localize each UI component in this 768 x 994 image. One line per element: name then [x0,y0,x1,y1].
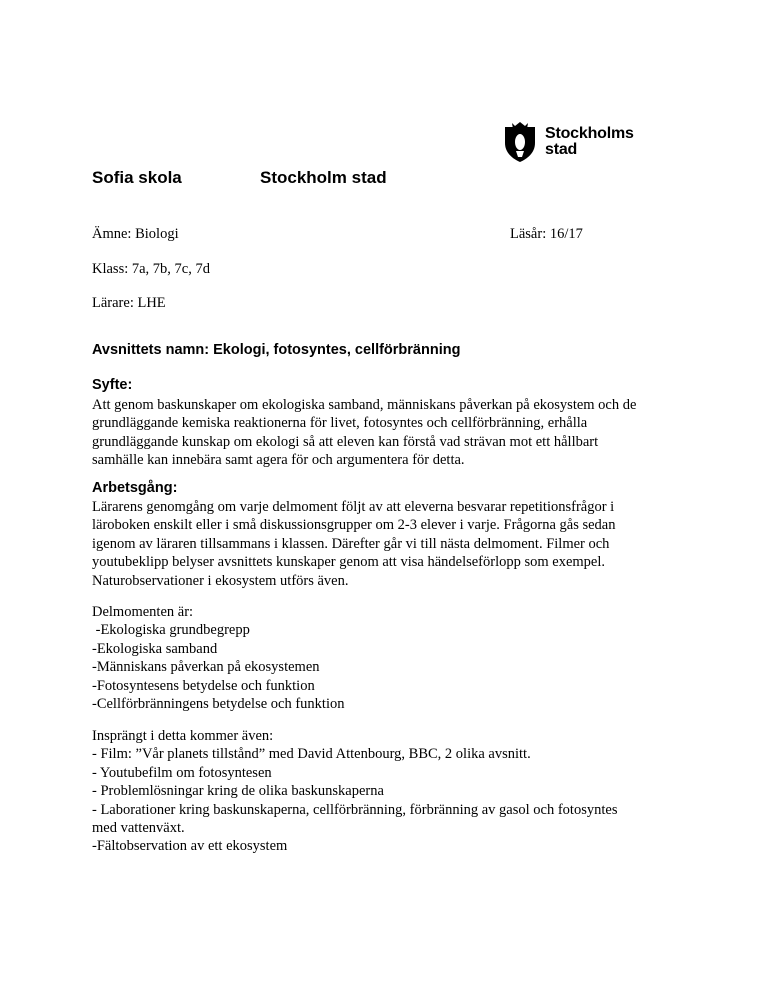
syfte-text [92,396,692,470]
section-title: Avsnittets namn: Ekologi, fotosyntes, cellförbränning [92,342,461,358]
syfte-line: grundläggande kunskap om ekologi så att eleven kan förstå vad strävan mot ett hållbart [92,433,599,450]
delmoment-list [92,603,692,713]
arbetsgang-line: Lärarens genomgång om varje delmoment följt av att eleverna besvarar repetitionsfrågor i [92,499,615,515]
subject: Ämne: Biologi [92,226,179,242]
city-name: Stockholm stad [260,168,387,187]
inslag-item: - Film: ”Vår planets tillstånd” med David Attenbourg, BBC, 2 olika avsnitt. [92,746,531,763]
delmoment-item: -Cellförbränningens betydelse och funktion [92,696,345,713]
delmoment-item: -Ekologiska samband [92,640,218,657]
delmoment-item: -Fotosyntesens betydelse och funktion [92,677,315,694]
delmoment-item: -Människans påverkan på ekosystemen [92,659,320,676]
inslag-item: -Fältobservation av ett ekosystem [92,838,288,855]
inslag-item: - Youtubefilm om fotosyntesen [92,764,272,781]
delmoment-item: -Ekologiska grundbegrepp [92,622,250,639]
logo-wordmark [545,126,634,158]
syfte-line: samhälle kan innebära samt agera för och argumentera för detta. [92,452,465,469]
school-year: Läsår: 16/17 [510,226,583,242]
arbetsgang-line: igenom av läraren tillsammans i klassen. Därefter går vi till nästa delmoment. Filmer och [92,535,610,552]
stockholms-stad-logo [503,118,653,166]
city-crest-icon [503,121,537,163]
inslag-list [92,727,692,856]
teacher: Lärare: LHE [92,295,166,311]
arbetsgang-line: youtubeklipp belyser avsnittets kunskaper genom att visa händelseförlopp som exempel. [92,554,606,571]
inslag-item: - Problemlösningar kring de olika baskunskaperna [92,783,384,800]
logo-line-2: stad [545,141,578,158]
arbetsgang-text [92,498,692,590]
syfte-heading: Syfte: [92,377,133,393]
logo-line-1: Stockholms [545,125,634,142]
arbetsgang-line: Naturobservationer i ekosystem utförs även. [92,572,349,589]
classes: Klass: 7a, 7b, 7c, 7d [92,261,210,277]
delmoment-intro: Delmomenten är: [92,604,194,620]
syfte-line: grundläggande kemiska reaktionerna för livet, fotosyntes och cellförbränning, erhålla [92,415,588,432]
inslag-item: med vattenväxt. [92,820,185,837]
arbetsgang-line: läroboken enskilt eller i små diskussionsgrupper om 2-3 elever i varje. Frågorna gås sedan [92,517,616,534]
school-name: Sofia skola [92,168,182,187]
inslag-item: - Laborationer kring baskunskaperna, cellförbränning, förbränning av gasol och fotosyntes [92,801,618,818]
arbetsgang-heading: Arbetsgång: [92,480,178,496]
syfte-line: Att genom baskunskaper om ekologiska samband, människans påverkan på ekosystem och de [92,397,637,413]
inslag-intro: Insprängt i detta kommer även: [92,728,274,744]
